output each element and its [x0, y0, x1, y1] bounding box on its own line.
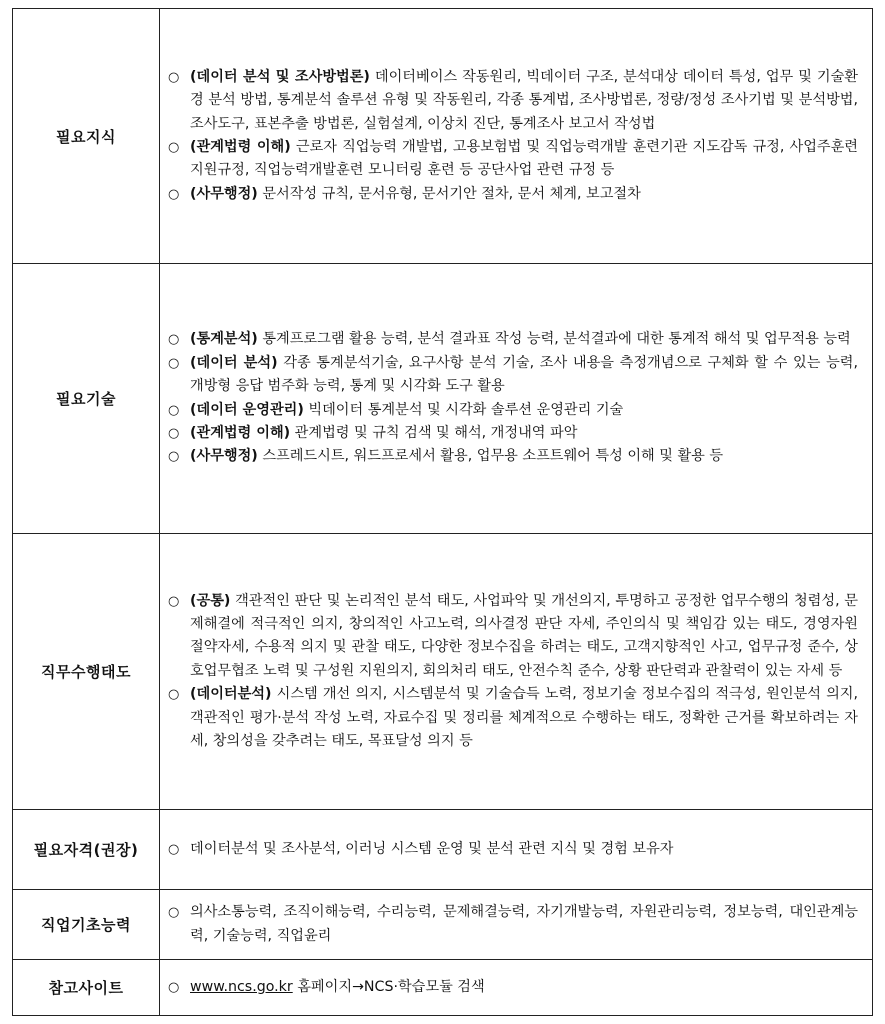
bullet-item	[168, 901, 858, 948]
content-required-skills	[160, 264, 873, 534]
bullet-category: (관계법령 이해)	[190, 424, 291, 441]
bullet-item	[168, 976, 858, 999]
bullet-text: 데이터베이스 작동원리, 빅데이터 구조, 분석대상 데이터 특성, 업무 및 기술환경 분석 방법, 통계분석 솔루션 유형 및 작동원리, 각종 통계법, 조사방법론, 정량/정성 조사기법 및 분석방법, 조사도구, 표본추출 방법론, 실험설계, 이상치 진단, 통계조사 보고서 작성법	[190, 68, 858, 132]
row-required-qualification	[13, 810, 873, 890]
row-required-knowledge	[13, 9, 873, 264]
bullet-text: 근로자 직업능력 개발법, 고용보험법 및 직업능력개발 훈련기관 지도감독 규정, 사업주훈련 지원규정, 직업능력개발훈련 모니터링 훈련 등 공단사업 관련 규정 등	[190, 139, 859, 179]
row-basic-job-ability	[13, 890, 873, 960]
bullet-category: (관계법령 이해)	[190, 139, 291, 155]
bullet-item	[168, 352, 858, 399]
bullet-text: 데이터분석 및 조사분석, 이러닝 시스템 운영 및 분석 관련 지식 및 경험 보유자	[190, 840, 674, 857]
circle-bullet-icon: ○	[168, 186, 180, 202]
bullet-category: (데이터분석)	[190, 686, 272, 703]
circle-bullet-icon: ○	[168, 687, 180, 703]
job-description-table	[12, 8, 873, 1016]
bullet-category: (공통)	[190, 592, 231, 609]
bullet-text: 문서작성 규칙, 문서유형, 문서기안 절차, 문서 체계, 보고절차	[262, 185, 641, 202]
label-job-attitude: 직무수행태도	[13, 534, 160, 810]
bullet-text: 빅데이터 통계분석 및 시각화 솔루션 운영관리 기술	[308, 401, 624, 418]
circle-bullet-icon: ○	[168, 69, 180, 85]
bullet-item	[168, 838, 858, 861]
content-required-qualification	[160, 810, 873, 890]
ncs-site-link[interactable]: www.ncs.go.kr	[190, 978, 293, 995]
bullet-item	[168, 445, 858, 468]
bullet-text: 각종 통계분석기술, 요구사항 분석 기술, 조사 내용을 측정개념으로 구체화 할 수 있는 능력, 개방형 응답 범주화 능력, 통계 및 시각화 도구 활용	[190, 354, 858, 395]
circle-bullet-icon: ○	[168, 332, 180, 348]
bullet-item	[168, 683, 858, 753]
bullet-text: 시스템 개선 의지, 시스템분석 및 기술습득 노력, 정보기술 정보수집의 적극성, 원인분석 의지, 객관적인 평가·분석 작성 노력, 자료수집 및 정리를 체계적으로 수행하는 태도, 정확한 근거를 확보하려는 자세, 창의성을 갖추려는 태도, 목표달성 의지 등	[190, 686, 858, 750]
row-job-attitude	[13, 534, 873, 810]
bullet-item	[168, 183, 858, 206]
bullet-item	[168, 399, 858, 422]
bullet-category: (사무행정)	[190, 185, 258, 202]
label-required-skills: 필요기술	[13, 264, 160, 534]
bullet-item	[168, 66, 858, 136]
label-required-knowledge: 필요지식	[13, 9, 160, 264]
bullet-text: 통계프로그램 활용 능력, 분석 결과표 작성 능력, 분석결과에 대한 통계적 해석 및 업무적용 능력	[262, 331, 851, 348]
content-required-knowledge	[160, 9, 873, 264]
reference-text: 홈페이지→NCS·학습모듈 검색	[292, 978, 485, 995]
circle-bullet-icon: ○	[168, 355, 180, 371]
content-basic-job-ability	[160, 890, 873, 960]
bullet-category: (통계분석)	[190, 331, 258, 348]
circle-bullet-icon: ○	[168, 841, 180, 857]
circle-bullet-icon: ○	[168, 449, 180, 465]
bullet-text: 객관적인 판단 및 논리적인 분석 태도, 사업파악 및 개선의지, 투명하고 공정한 업무수행의 청렴성, 문제해결에 적극적인 의지, 창의적인 사고노력, 의사결정 판단 자세, 주인의식 및 책임감 있는 태도, 경영자원 절약자세, 수용적 의지 및 관찰 태도, 다양한 정보수집을 하려는 태도, 고객지향적인 사고, 업무규정 준수, 상호업무협조 노력 및 구성원 지원의지, 회의처리 태도, 안전수칙 준수, 상황 판단력과 관찰력이 있는 자세 등	[190, 592, 858, 679]
label-reference-site: 참고사이트	[13, 960, 160, 1016]
bullet-category: (사무행정)	[190, 448, 258, 465]
circle-bullet-icon: ○	[168, 402, 180, 418]
content-reference-site	[160, 960, 873, 1016]
bullet-category: (데이터 운영관리)	[190, 401, 304, 418]
bullet-item	[168, 328, 858, 351]
row-required-skills	[13, 264, 873, 534]
label-required-qualification: 필요자격(권장)	[13, 810, 160, 890]
row-reference-site	[13, 960, 873, 1016]
label-basic-job-ability: 직업기초능력	[13, 890, 160, 960]
circle-bullet-icon: ○	[168, 979, 180, 995]
bullet-item	[168, 136, 858, 183]
circle-bullet-icon: ○	[168, 593, 180, 609]
circle-bullet-icon: ○	[168, 425, 180, 441]
content-job-attitude	[160, 534, 873, 810]
circle-bullet-icon: ○	[168, 905, 180, 921]
bullet-text: 의사소통능력, 조직이해능력, 수리능력, 문제해결능력, 자기개발능력, 자원관리능력, 정보능력, 대인관계능력, 기술능력, 직업윤리	[190, 904, 858, 944]
bullet-item	[168, 590, 858, 684]
circle-bullet-icon: ○	[168, 140, 180, 155]
bullet-item	[168, 422, 858, 445]
bullet-text: 관계법령 및 규칙 검색 및 해석, 개정내역 파악	[294, 424, 578, 441]
bullet-text: 스프레드시트, 워드프로세서 활용, 업무용 소프트웨어 특성 이해 및 활용 등	[262, 448, 724, 465]
bullet-category: (데이터 분석 및 조사방법론)	[190, 68, 370, 85]
bullet-category: (데이터 분석)	[190, 354, 278, 371]
